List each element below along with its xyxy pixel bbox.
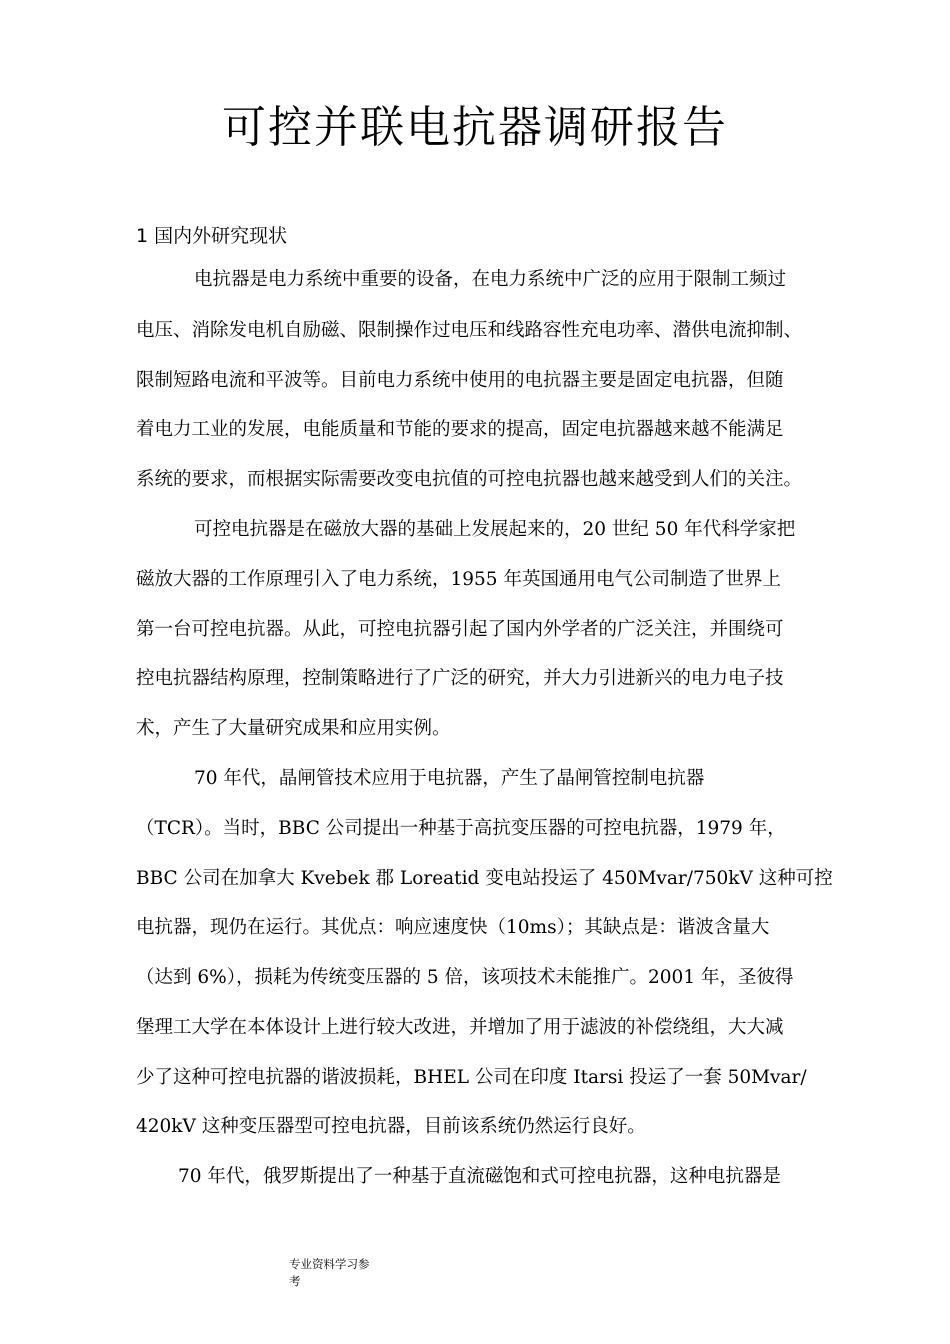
text-line: （TCR）。当时，BBC 公司提出一种基于高抗变压器的可控电抗器，1979 年， (136, 818, 786, 839)
page-title: 可控并联电抗器调研报告 (222, 102, 728, 153)
text-line: 堡理工大学在本体设计上进行较大改进，并增加了用于滤波的补偿绕组，大大减 (136, 1017, 784, 1038)
text-line: 电抗器，现仍在运行。其优点：响应速度快（10ms）；其缺点是：谐波含量大 (136, 917, 770, 938)
footer-line: 专业资料学习参 (289, 1257, 370, 1271)
text-line: 限制短路电流和平波等。目前电力系统中使用的电抗器主要是固定电抗器，但随 (136, 370, 784, 391)
text-line: 可控电抗器是在磁放大器的基础上发展起来的，20 世纪 50 年代科学家把 (194, 519, 796, 540)
text-line: 系统的要求，而根据实际需要改变电抗值的可控电抗器也越来越受到人们的关注。 (136, 469, 803, 490)
text-line: 70 年代，俄罗斯提出了一种基于直流磁饱和式可控电抗器，这种电抗器是 (178, 1166, 781, 1187)
text-line: 电压、消除发电机自励磁、限制操作过电压和线路容性充电功率、潜供电流抑制、 (136, 320, 803, 341)
text-line: 控电抗器结构原理，控制策略进行了广泛的研究，并大力引进新兴的电力电子技 (136, 668, 784, 689)
text-line: 磁放大器的工作原理引入了电力系统，1955 年英国通用电气公司制造了世界上 (136, 569, 781, 590)
text-line: 少了这种可控电抗器的谐波损耗，BHEL 公司在印度 Itarsi 投运了一套 50Mvar/ (136, 1067, 807, 1088)
text-line: 着电力工业的发展，电能质量和节能的要求的提高，固定电抗器越来越不能满足 (136, 419, 784, 440)
text-line: 电抗器是电力系统中重要的设备，在电力系统中广泛的应用于限制工频过 (194, 269, 787, 290)
text-line: （达到 6%），损耗为传统变压器的 5 倍，该项技术未能推广。2001 年，圣彼得 (136, 967, 794, 988)
section-heading: 1 国内外研究现状 (136, 225, 288, 247)
text-line: 术，产生了大量研究成果和应用实例。 (136, 718, 451, 739)
text-line: 420kV 这种变压器型可控电抗器，目前该系统仍然运行良好。 (136, 1116, 646, 1137)
text-line: 70 年代，晶闸管技术应用于电抗器，产生了晶闸管控制电抗器 (194, 768, 705, 789)
text-line: 第一台可控电抗器。从此，可控电抗器引起了国内外学者的广泛关注，并围绕可 (136, 619, 784, 640)
text-line: BBC 公司在加拿大 Kvebek 郡 Loreatid 变电站投运了 450Mvar/750kV 这种可控 (136, 868, 833, 889)
footer-line: 考 (289, 1274, 301, 1288)
